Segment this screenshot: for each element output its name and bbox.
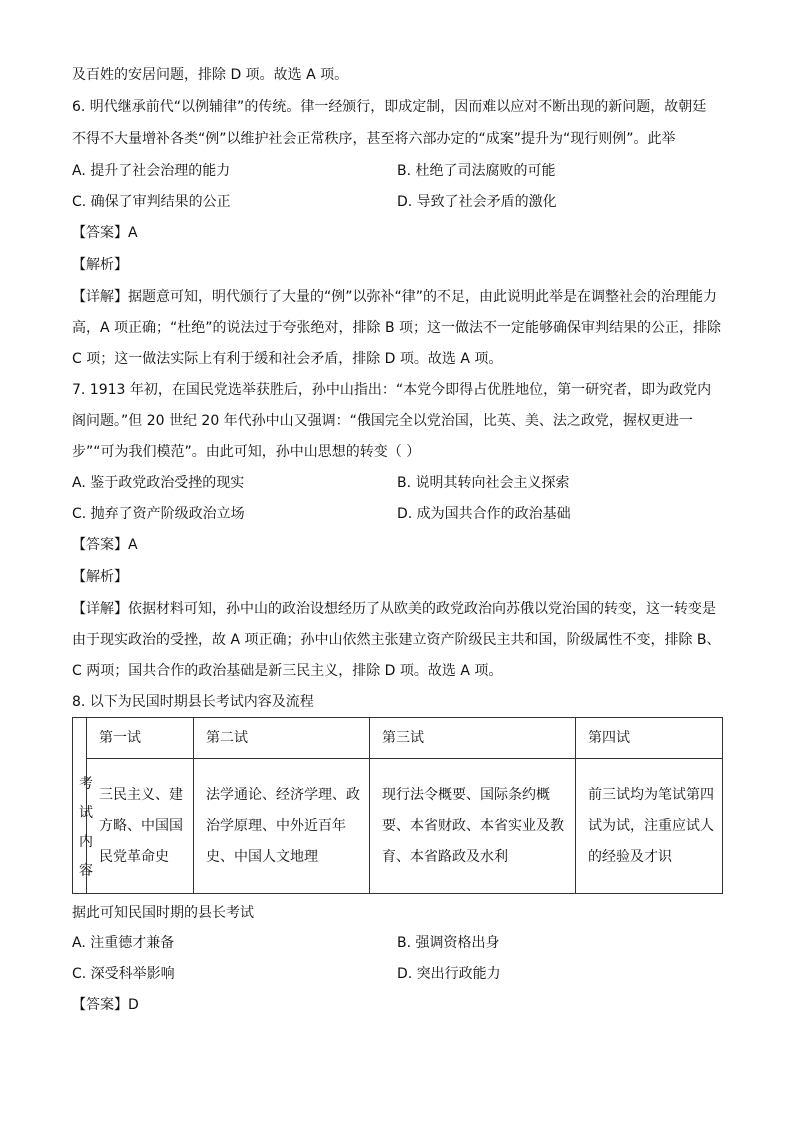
q8-after-table: 据此可知民国时期的县长考试 [72,905,254,921]
q7-stem-line-2: 阁问题。”但 20 世纪 20 年代孙中山又强调：“俄国完全以党治国，比英、美、法之政党，握权更进一 [72,413,693,429]
q7-option-b: B. 说明其转向社会主义探索 [397,475,570,491]
q7-answer: 【答案】A [72,537,138,553]
q7-detail-line-3: C 两项；国共合作的政治基础是新三民主义，排除 D 项。故选 A 项。 [72,663,503,679]
intro-line: 及百姓的安居问题，排除 D 项。故选 A 项。 [72,67,349,83]
table-side-label-cell [73,718,93,894]
q8-stem: 8. 以下为民国时期县长考试内容及流程 [72,694,314,710]
cell-line: 现行法令概要、国际条约概 [382,786,550,803]
q7-stem-line-1: 7. 1913 年初，在国民党选举获胜后，孙中山指出：“本党今即得占优胜地位，第一研究者，即为政党内 [72,382,712,398]
cell-line: 民党革命史 [99,848,169,865]
q8-option-a: A. 注重德才兼备 [72,935,175,951]
q7-option-c: C. 抛弃了资产阶级政治立场 [72,506,245,522]
table-cell-4 [576,759,723,894]
q8-answer: 【答案】D [72,997,139,1013]
cell-line: 的经验及才识 [588,848,672,865]
table-side-label: 考试内容 [79,776,93,879]
q8-option-d: D. 突出行政能力 [397,966,501,982]
cell-line: 治学原理、中外近百年 [206,817,346,834]
q6-option-d: D. 导致了社会矛盾的激化 [397,194,557,210]
q7-option-d: D. 成为国共合作的政治基础 [397,506,571,522]
cell-line: 试为试，注重应试人 [588,817,714,834]
cell-line: 史、中国人文地理 [206,848,318,865]
q6-detail-line-2: 高，A 项正确；“杜绝”的说法过于夸张绝对，排除 B 项；这一做法不一定能够确保审判结果的公正，排除 [72,320,722,336]
q6-detail-line-1: 【详解】据题意可知，明代颁行了大量的“例”以弥补“律”的不足，由此说明此举是在调整社会的治理能力 [72,289,718,305]
q7-analysis-tag: 【解析】 [72,569,128,585]
q6-stem-line-2: 不得不大量增补各类“例”以维护社会正常秩序，甚至将六部办定的“成案”提升为“现行则例”。此举 [72,131,676,147]
q6-option-c: C. 确保了审判结果的公正 [72,194,231,210]
q7-stem-line-3: 步”“可为我们模范”。由此可知，孙中山思想的转变（ ） [72,444,421,460]
q8-option-b: B. 强调资格出身 [397,935,500,951]
table-cell-1 [87,759,194,894]
q6-analysis-tag: 【解析】 [72,257,128,273]
q6-detail-line-3: C 项；这一做法实际上有利于缓和社会矛盾，排除 D 项。故选 A 项。 [72,351,503,367]
q7-detail-line-2: 由于现实政治的受挫，故 A 项正确；孙中山依然主张建立资产阶级民主共和国，阶级属性不变，排除 B、 [72,632,721,648]
exam-content-table [72,717,723,894]
q6-stem-line-1: 6. 明代继承前代“以例辅律”的传统。律一经颁行，即成定制，因而难以应对不断出现的新问题，故朝廷 [72,99,707,115]
q8-option-c: C. 深受科举影响 [72,966,175,982]
q6-answer: 【答案】A [72,225,138,241]
cell-line: 育、本省路政及水利 [382,848,508,865]
cell-line: 三民主义、建 [99,786,183,803]
table-header-1: 第一试 [87,718,194,759]
table-cell-3 [370,759,576,894]
cell-line: 法学通论、经济学理、政 [206,786,360,803]
q6-option-b: B. 杜绝了司法腐败的可能 [397,163,556,179]
table-header-3: 第三试 [370,718,576,759]
q7-detail-line-1: 【详解】依据材料可知，孙中山的政治设想经历了从欧美的政党政治向苏俄以党治国的转变，这一转变是 [72,601,716,617]
q7-option-a: A. 鉴于政党政治受挫的现实 [72,475,245,491]
table-cell-2 [194,759,370,894]
cell-line: 方略、中国国 [99,817,183,834]
cell-line: 要、本省财政、本省实业及教 [382,817,564,834]
cell-line: 前三试均为笔试第四 [588,786,714,803]
q6-option-a: A. 提升了社会治理的能力 [72,163,231,179]
table-header-2: 第二试 [194,718,370,759]
table-header-4: 第四试 [576,718,723,759]
